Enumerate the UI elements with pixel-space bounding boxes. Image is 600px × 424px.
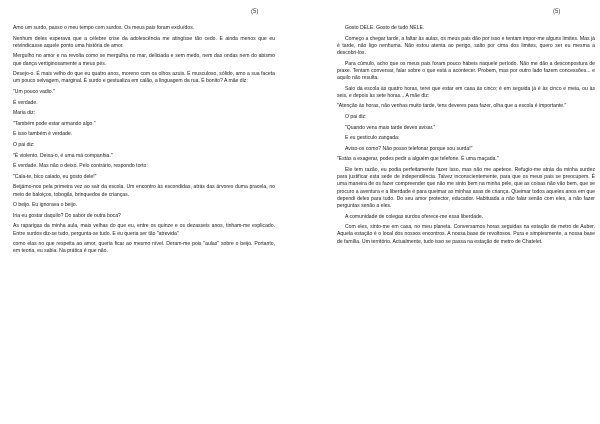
paragraph: É verdade. — [13, 99, 38, 106]
paragraph: Gosto DELE. Gosto de tudo NELE. — [345, 25, 425, 31]
paragraph: "Cala-te, bico calado, eu gosto dele!" — [13, 173, 97, 180]
paragraph: Aviso-os como? Não posso telefonar porque sou surda!" — [345, 145, 473, 152]
paragraph: O pai diz: — [13, 141, 35, 148]
left-page-number: (5) — [251, 9, 259, 15]
paragraph: O beijo. Eu ignorava o beijo. — [13, 202, 77, 209]
paragraph: E eu gesticulo zangada: — [345, 135, 400, 142]
paragraph: Ele tem razão, eu podia perfeitamente fazer isso, mas não me apetece. Refugio-me atrás da minha surdez para justificar esta sede de independência. Talvez inconscientemente, para que os meus pais se preocupem. É uma maneira de os fazer compreender que não me sinto bem na minha pele, que as coisas não vão bem, que se procuro a aventura e a liberdade é para queimar as minhas asas de criança. Queimar todos aqueles anos em que dependi deles para tudo. Do seu amor protector, educador. Habituada a não falar senão com eles, a não fazer perguntas senão a eles. — [337, 166, 595, 209]
paragraph: Maria diz: — [13, 110, 36, 117]
paragraph: como elas no que respeita ao amor, queria ficar ao mesmo nível. Deram-me pois "aulas" sobre o beijo. Portanto, em teoria, eu sabia. Na prática é que não. — [13, 241, 275, 255]
paragraph: Para cúmulo, acho que os meus pais foram pouco hábeis naquele período. Não me dão a desconpostura de praxe. Tentam conversar, falar sobre o que está a acontecer. Probem, mas por outro lado fazem concessões... e aquilo não resulta. — [337, 60, 595, 81]
paragraph: Começo a chegar tarde, a faltar às aulas, os meus pais dão por isso e tentam impor-me alguns limites. Mas já é tarde, não ligo nenhuma. Não estou atenta ao perigo, salto por cima dos limites, quero ser eu mesma a descobri-los. — [337, 35, 595, 56]
paragraph: "É violento. Deixa-o, é uma má companhia." — [13, 152, 113, 159]
paragraph: "Estás a exagerar, podes pedir a alguém que telefone. É uma maçada." — [337, 156, 499, 163]
paragraph: Iria eu gostar daquilo? Do sabor de outra boca? — [13, 212, 121, 219]
paragraph: "Quando vens mais tarde deves avisar." — [345, 124, 436, 131]
paragraph: Saio da escola às quatro horas, terei que estar em casa às cinco; é em seguida já é às cinco e meia, ou às seis, e depois às sete horas... A mãe diz: — [337, 85, 595, 99]
paragraph: E isso também é verdade. — [13, 131, 73, 138]
paragraph: Desejo-o. É mais velho do que eu quatro anos, moreno com os olhos azuis. É musculoso, sólido, amo a sua faceta um pouco selvagem, marginal. É surdo e gestualiza em calão, a linguagem da rua. É bonito? A mãe diz: — [13, 71, 275, 85]
paragraph: As raparigas da minha aula, mais velhas do que eu, entre os quinze e os dezasseis anos, tinham-me explicado. Entre surdos diz-se tudo, pergunta-se tudo. E eu queria ser tão "atrevida" — [13, 223, 275, 237]
left-page — [13, 0, 275, 424]
right-page-number: (5) — [553, 9, 561, 15]
paragraph: "Também pode estar armando algo." — [13, 120, 96, 127]
paragraph: "Um pouco vadio." — [13, 88, 55, 95]
paragraph: Com eles, sinto-me em casa, no meu planeta. Conversamos horas seguidas na estação de metro de Auber. Aquela estação é o local dos nossos encontros. A nossa base de revoltosos. Pura e simplesmente, a nossa base de família. Um território. Actualmente, tudo isso se passa na estação de metro de Chatelet. — [337, 224, 595, 245]
paragraph: "Atenção às horas, não venhas muito tarde, tens deveres para fazer, olha que a escola é importante." — [337, 103, 567, 110]
paragraph: Amo um surdo, passo o meu tempo com surdos. Os meus pais foram excluídos. — [13, 25, 195, 31]
paragraph: Nenhum deles esperava que a célebre crise da adolescência me atingisse tão cedo. E ainda menos que eu reivindicasse aquele ponto uma história de amor. — [13, 35, 275, 49]
paragraph: É verdade. Mas não o deixo. Pelo contrário, respondo torto: — [13, 163, 148, 170]
paragraph: Beijámo-nos pela primeira vez ao sair da escola. Um encontro às escondidas, atrás das árvores duma pracela, no meio de baloiços, tobogãs, brinquedos de crianças. — [13, 184, 275, 198]
paragraph: O pai diz: — [345, 113, 367, 120]
paragraph: A comunidade de colegas surdos oferece-me essa liberdade. — [345, 213, 484, 220]
right-page-body — [337, 25, 595, 249]
paragraph: Mergulho no amor e na revolta como se mergulha no mar, deliciada e sem medo, nem das ondas nem do abismo que dança vertiginosamente a meus pés. — [13, 53, 275, 67]
left-page-body — [13, 25, 275, 259]
right-page — [331, 0, 593, 424]
